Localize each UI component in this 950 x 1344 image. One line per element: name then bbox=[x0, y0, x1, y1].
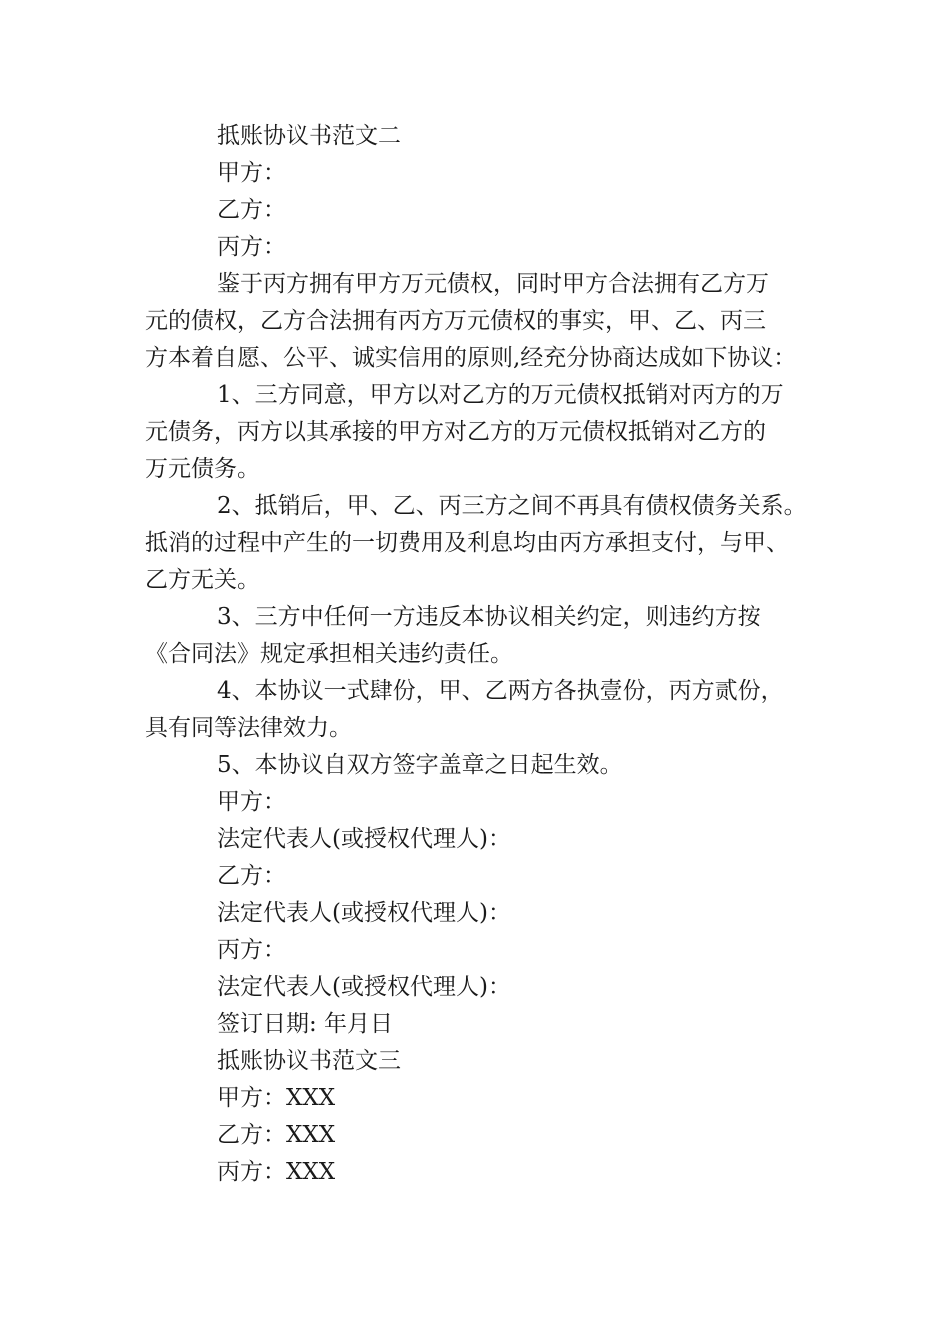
text-line: 乙方： bbox=[217, 863, 286, 889]
text-line: 元的债权，乙方合法拥有丙方万元债权的事实，甲、乙、丙三 bbox=[145, 308, 766, 334]
text-line: 甲方： bbox=[217, 160, 286, 186]
text-line: 5、本协议自双方签字盖章之日起生效。 bbox=[217, 752, 623, 778]
text-line: 法定代表人(或授权代理人)： bbox=[217, 826, 511, 852]
text-line: 4、本协议一式肆份，甲、乙两方各执壹份，丙方贰份， bbox=[217, 678, 784, 704]
text-line: 《合同法》规定承担相关违约责任。 bbox=[145, 641, 513, 667]
text-line: 1、三方同意，甲方以对乙方的万元债权抵销对丙方的万 bbox=[217, 382, 784, 408]
text-line: 丙方： bbox=[217, 937, 286, 963]
text-line: 鉴于丙方拥有甲方万元债权，同时甲方合法拥有乙方万 bbox=[217, 271, 769, 297]
text-line: 抵账协议书范文二 bbox=[217, 123, 401, 149]
text-line: 抵消的过程中产生的一切费用及利息均由丙方承担支付，与甲、 bbox=[145, 530, 789, 556]
text-line: 乙方： bbox=[217, 197, 286, 223]
document-body bbox=[145, 118, 825, 1191]
text-line: 甲方：XXX bbox=[217, 1085, 336, 1111]
text-line: 乙方无关。 bbox=[145, 567, 260, 593]
text-line: 方本着自愿、公平、诚实信用的原则,经充分协商达成如下协议： bbox=[145, 345, 797, 371]
text-line: 3、三方中任何一方违反本协议相关约定，则违约方按 bbox=[217, 604, 761, 630]
text-line: 元债务，丙方以其承接的甲方对乙方的万元债权抵销对乙方的 bbox=[145, 419, 766, 445]
text-line: 法定代表人(或授权代理人)： bbox=[217, 900, 511, 926]
text-line: 丙方： bbox=[217, 234, 286, 260]
text-line: 2、抵销后，甲、乙、丙三方之间不再具有债权债务关系。 bbox=[217, 493, 807, 519]
text-line: 丙方：XXX bbox=[217, 1159, 336, 1185]
text-line: 法定代表人(或授权代理人)： bbox=[217, 974, 511, 1000]
text-line: 具有同等法律效力。 bbox=[145, 715, 352, 741]
text-line: 万元债务。 bbox=[145, 456, 260, 482]
text-line: 甲方： bbox=[217, 789, 286, 815]
text-line: 签订日期: 年月日 bbox=[217, 1011, 394, 1037]
text-line: 抵账协议书范文三 bbox=[217, 1048, 401, 1074]
text-line: 乙方：XXX bbox=[217, 1122, 336, 1148]
